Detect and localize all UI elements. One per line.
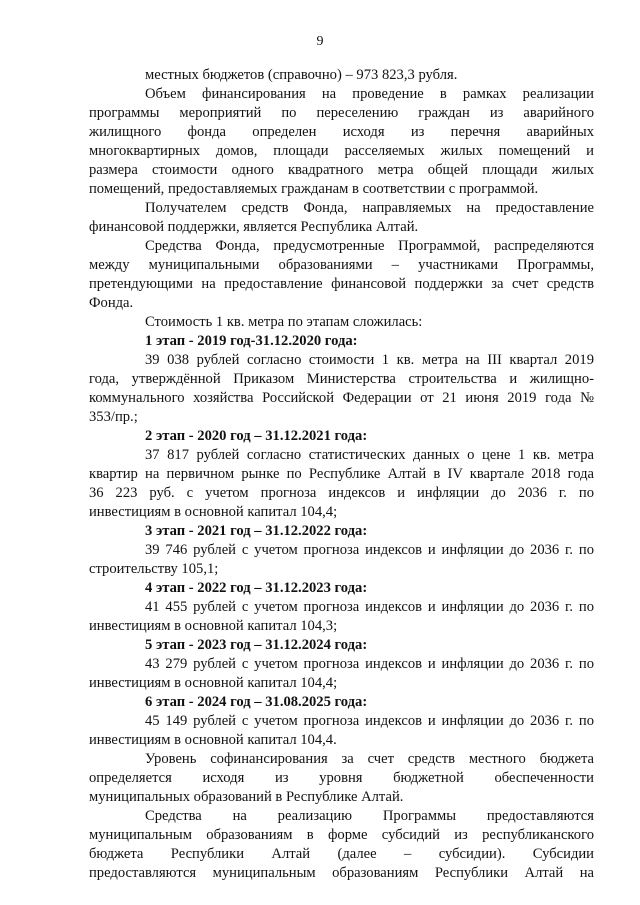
text-line: 43 279 рублей с учетом прогноза индексов и инфляции до 2036 г. по <box>145 656 594 672</box>
stage-heading: 4 этап - 2022 год – 31.12.2023 года: <box>145 580 368 596</box>
text-line: 37 817 рублей согласно статистических данных о цене 1 кв. метра <box>145 447 594 463</box>
text-line: 353/пр.; <box>89 409 138 425</box>
text-line: Объем финансирования на проведение в рамках реализации <box>145 86 594 102</box>
stage-heading: 5 этап - 2023 год – 31.12.2024 года: <box>145 637 368 653</box>
text-line: строительству 105,1; <box>89 561 219 577</box>
text-line: квартир на первичном рынке по Республике Алтай в IV квартале 2018 года <box>89 466 594 482</box>
stage-heading: 2 этап - 2020 год – 31.12.2021 года: <box>145 428 368 444</box>
stage-heading: 6 этап - 2024 год – 31.08.2025 года: <box>145 694 368 710</box>
text-line: Средства Фонда, предусмотренные Программой, распределяются <box>145 238 594 254</box>
text-line: Получателем средств Фонда, направляемых на предоставление <box>145 200 594 216</box>
text-line: Фонда. <box>89 295 134 311</box>
page-number: 9 <box>316 34 324 49</box>
text-line: коммунального хозяйства Российской Федерации от 21 июня 2019 года № <box>89 390 594 406</box>
text-line: Уровень софинансирования за счет средств местного бюджета <box>145 751 594 767</box>
text-line: муниципальным образованиям в форме субсидий из республиканского <box>89 827 594 843</box>
text-line: муниципальных образований в Республике Алтай. <box>89 789 404 805</box>
text-line: 39 038 рублей согласно стоимости 1 кв. метра на III квартал 2019 <box>145 352 594 368</box>
document-body <box>89 66 594 883</box>
stage-heading: 3 этап - 2021 год – 31.12.2022 года: <box>145 523 368 539</box>
text-line: бюджета Республики Алтай (далее – субсидии). Субсидии <box>89 846 594 862</box>
text-line: местных бюджетов (справочно) – 973 823,3 рубля. <box>145 67 458 83</box>
text-line: года, утверждённой Приказом Министерства строительства и жилищно- <box>89 371 594 387</box>
text-line: программы мероприятий по переселению граждан из аварийного <box>89 105 594 121</box>
text-line: 41 455 рублей с учетом прогноза индексов и инфляции до 2036 г. по <box>145 599 594 615</box>
text-line: определяется исходя из уровня бюджетной обеспеченности <box>89 770 594 786</box>
text-line: размера стоимости одного квадратного метра общей площади жилых <box>89 162 594 178</box>
text-line: финансовой поддержки, является Республика Алтай. <box>89 219 419 235</box>
text-line: предоставляются муниципальным образованиям Республики Алтай на <box>89 865 594 881</box>
text-line: инвестициям в основной капитал 104,3; <box>89 618 338 634</box>
text-line: претендующими на предоставление финансовой поддержки за счет средств <box>89 276 594 292</box>
text-line: инвестициям в основной капитал 104,4; <box>89 504 338 520</box>
text-line: Средства на реализацию Программы предоставляются <box>145 808 594 824</box>
text-line: между муниципальными образованиями – участниками Программы, <box>89 257 594 273</box>
text-line: многоквартирных домов, площади расселяемых жилых помещений и <box>89 143 594 159</box>
text-line: жилищного фонда определен исходя из перечня аварийных <box>89 124 594 140</box>
text-line: 36 223 руб. с учетом прогноза индексов и инфляции до 2036 г. по <box>89 485 594 501</box>
text-line: помещений, предоставляемых гражданам в соответствии с программой. <box>89 181 539 197</box>
stage-heading: 1 этап - 2019 год-31.12.2020 года: <box>145 333 358 349</box>
text-line: Стоимость 1 кв. метра по этапам сложилась: <box>145 314 423 330</box>
text-line: 45 149 рублей с учетом прогноза индексов и инфляции до 2036 г. по <box>145 713 594 729</box>
text-line: инвестициям в основной капитал 104,4. <box>89 732 337 748</box>
text-line: 39 746 рублей с учетом прогноза индексов и инфляции до 2036 г. по <box>145 542 594 558</box>
text-line: инвестициям в основной капитал 104,4; <box>89 675 338 691</box>
